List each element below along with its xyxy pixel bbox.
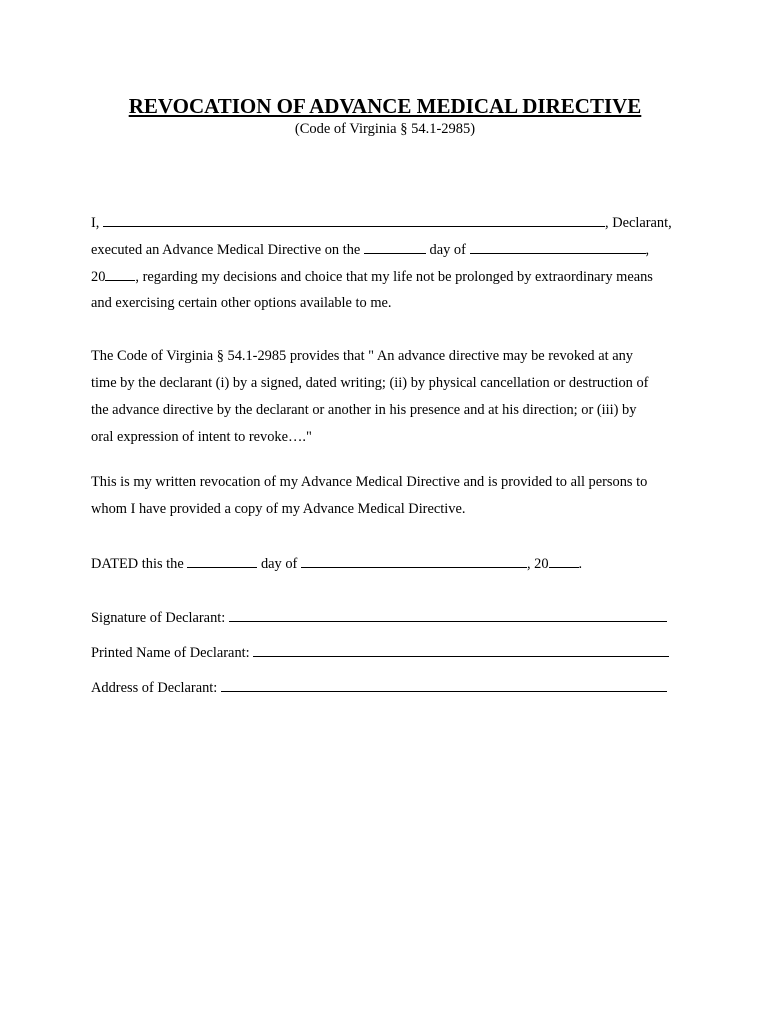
document-subtitle: (Code of Virginia § 54.1-2985) — [294, 121, 476, 137]
exercising-text: and exercising certain other options available to me. — [91, 295, 392, 311]
revocation-line-1: This is my written revocation of my Advance Medical Directive and is provided to all persons to — [91, 474, 648, 490]
code-line-2: time by the declarant (i) by a signed, dated writing; (ii) by physical cancellation or destruction of — [91, 375, 649, 391]
declarant-suffix-text: , Declarant, — [605, 215, 672, 231]
dated-year-prefix: , 20 — [526, 556, 549, 572]
declarant-line-3 — [91, 268, 653, 286]
dated-day-of-text: day of — [260, 556, 298, 572]
dated-period: . — [578, 556, 583, 572]
year-prefix-text: 20 — [91, 269, 106, 285]
dated-month-blank[interactable] — [301, 555, 527, 568]
declarant-line-1 — [91, 214, 672, 232]
revocation-line-2: whom I have provided a copy of my Advance Medical Directive. — [91, 501, 466, 517]
signature-label: Signature of Declarant: — [91, 610, 226, 626]
day-of-text: day of — [429, 242, 466, 258]
dated-year-blank[interactable] — [549, 555, 579, 568]
printed-name-label: Printed Name of Declarant: — [91, 645, 250, 661]
declarant-line-4 — [91, 295, 392, 312]
directive-day-blank[interactable] — [364, 241, 426, 254]
comma-text: , — [645, 242, 650, 258]
directive-month-blank[interactable] — [470, 241, 646, 254]
executed-text: executed an Advance Medical Directive on the — [91, 242, 361, 258]
dated-label: DATED this the — [91, 556, 184, 572]
address-blank[interactable] — [221, 679, 667, 692]
declarant-line-2 — [91, 241, 649, 259]
declarant-name-blank[interactable] — [103, 214, 605, 227]
code-line-3: the advance directive by the declarant or another in his presence and at his direction; or (iii) by — [91, 402, 637, 418]
address-label: Address of Declarant: — [91, 680, 218, 696]
code-line-1: The Code of Virginia § 54.1-2985 provides that " An advance directive may be revoked at any — [91, 348, 633, 364]
dated-day-blank[interactable] — [187, 555, 257, 568]
signature-blank[interactable] — [229, 609, 667, 622]
document-title: REVOCATION OF ADVANCE MEDICAL DIRECTIVE — [128, 94, 642, 118]
code-line-4: oral expression of intent to revoke…." — [91, 429, 312, 445]
directive-year-blank[interactable] — [105, 268, 135, 281]
declarant-intro-text: I, — [91, 215, 100, 231]
regarding-text: , regarding my decisions and choice that my life not be prolonged by extraordinary means — [135, 269, 653, 285]
printed-name-blank[interactable] — [253, 644, 669, 657]
